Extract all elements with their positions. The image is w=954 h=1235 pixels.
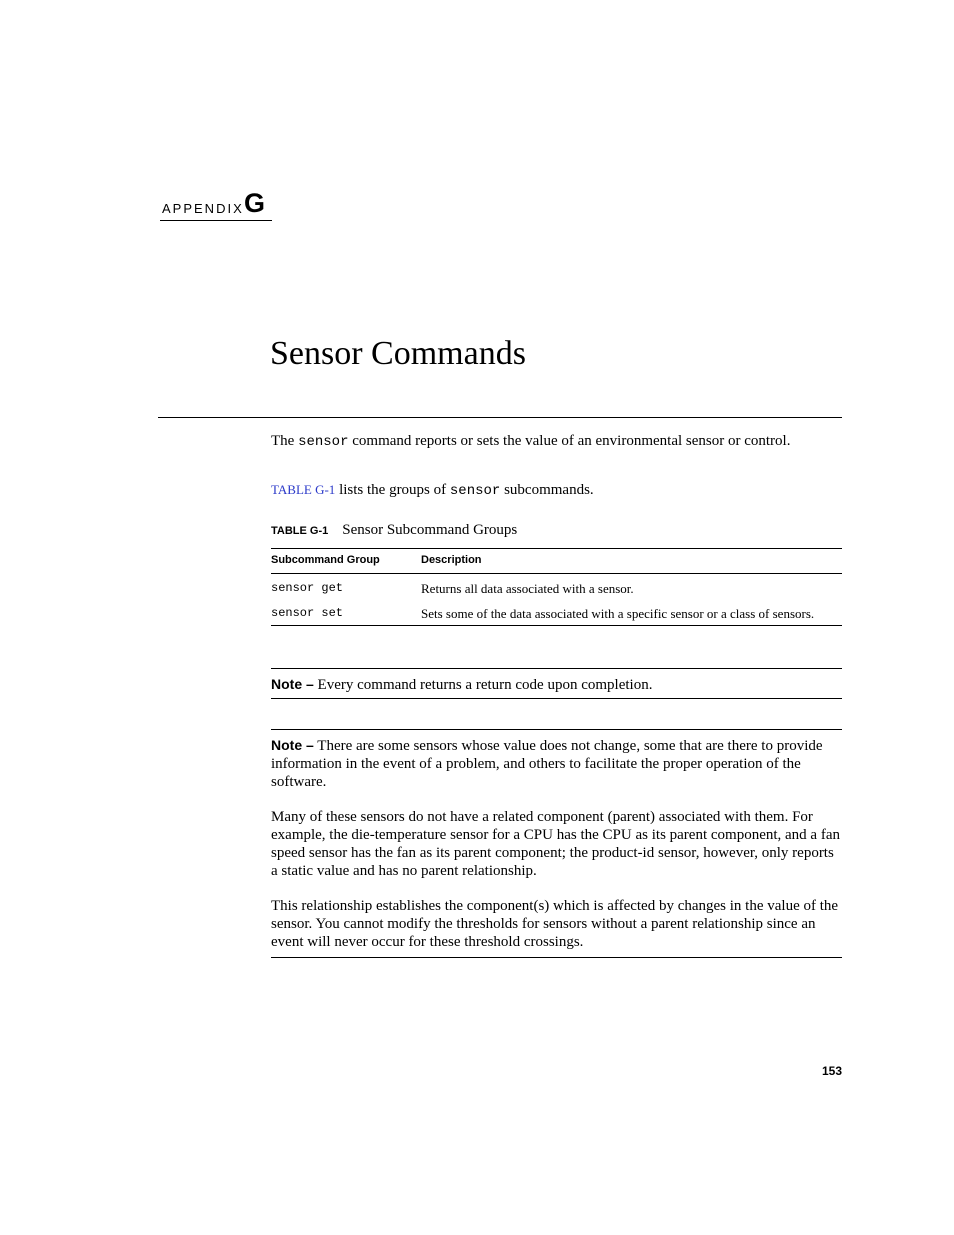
note-return-code <box>271 668 842 699</box>
table-caption <box>271 521 517 540</box>
note-paragraph: This relationship establishes the component(s) which is affected by changes in the value of the sensor. You cannot modify the thresholds for sensors without a parent relationship since an event will never occur for these threshold crossings. <box>271 898 839 950</box>
title-divider <box>158 417 842 418</box>
subcommand-table <box>271 548 842 626</box>
intro-paragraph: The sensor command reports or sets the value of an environmental sensor or control. <box>271 433 791 450</box>
note-label: Note – <box>271 676 314 692</box>
note-sensors <box>271 729 842 958</box>
sensor-code: sensor <box>298 434 349 450</box>
table-cell-command: sensor set <box>271 599 421 626</box>
table-reference-paragraph: TABLE G-1 lists the groups of sensor subcommands. <box>271 482 594 499</box>
table-row <box>271 599 842 626</box>
appendix-word: APPENDIX <box>162 201 244 216</box>
page-title: Sensor Commands <box>270 335 526 372</box>
page-number: 153 <box>821 1064 842 1078</box>
table-cell-command: sensor get <box>271 581 344 595</box>
table-cell-description: Returns all data associated with a sensor. <box>421 581 634 596</box>
note-text: Every command returns a return code upon completion. <box>313 677 653 693</box>
note-label: Note – <box>271 737 314 753</box>
table-row <box>271 574 842 600</box>
table-header-row <box>271 549 842 574</box>
table-g1-link[interactable]: TABLE G-1 <box>271 482 336 497</box>
note-paragraph: Note – There are some sensors whose value does not change, some that are there to provide information in the event of a problem, and others to facilitate the proper operation of the software. <box>271 737 823 790</box>
appendix-letter: G <box>244 188 266 218</box>
appendix-heading <box>160 188 272 221</box>
table-caption-text: Sensor Subcommand Groups <box>342 522 518 538</box>
note-paragraph: Many of these sensors do not have a related component (parent) associated with them. For example, the die-temperature sensor for a CPU has the CPU as its parent component, and a fan speed sensor has the fan as its parent component; the product-id sensor, however, only reports a static value and has no parent relationship. <box>271 809 840 879</box>
column-header-description: Description <box>421 549 842 574</box>
table-cell-description: Sets some of the data associated with a specific sensor or a class of sensors. <box>421 599 842 626</box>
column-header-subcommand: Subcommand Group <box>271 549 421 574</box>
table-label: TABLE G-1 <box>271 525 329 537</box>
sensor-code: sensor <box>449 483 501 499</box>
